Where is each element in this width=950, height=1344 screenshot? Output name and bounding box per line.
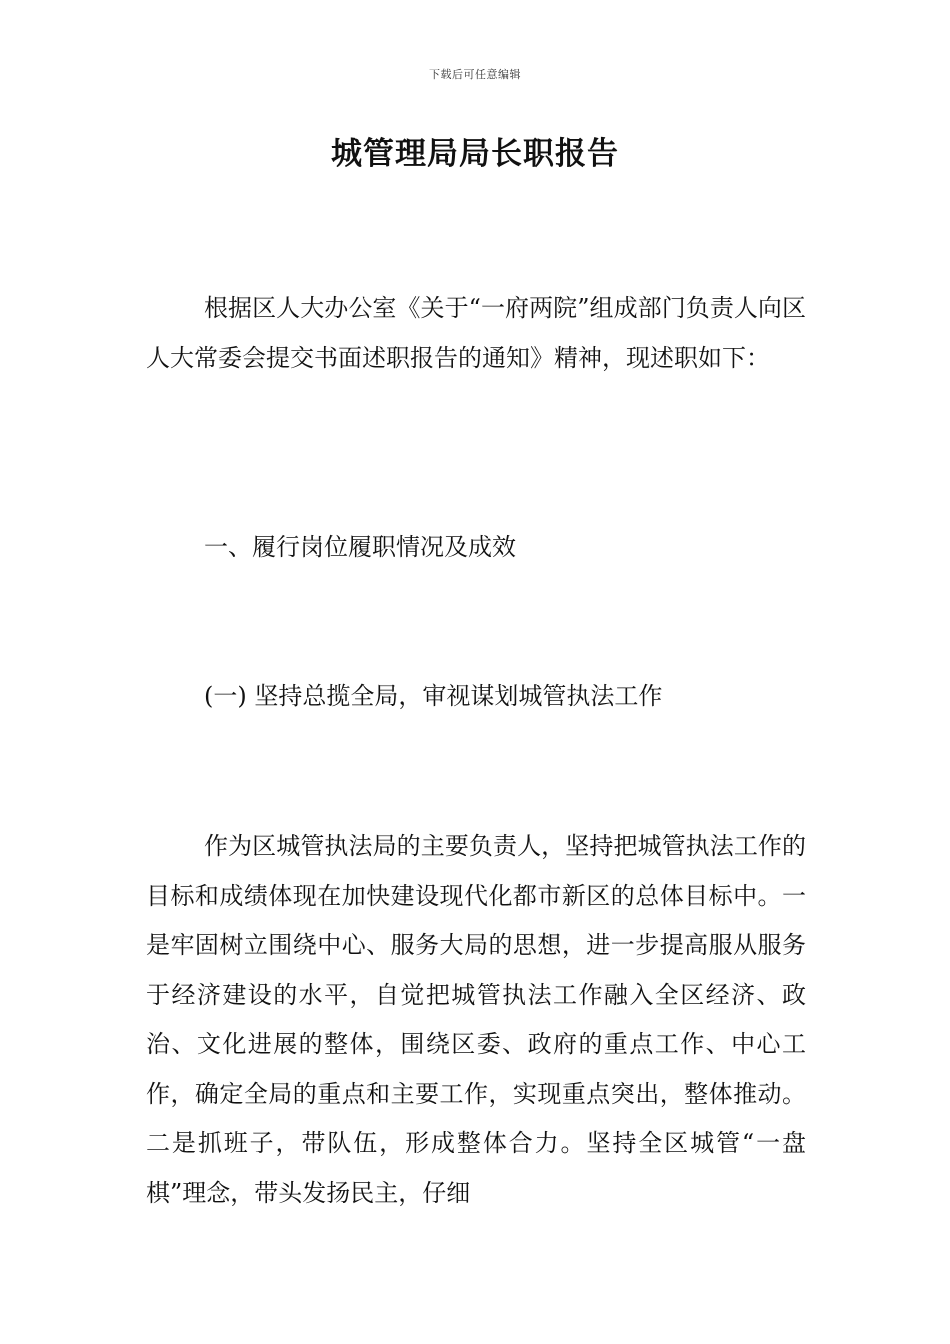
subsection-heading: (一) 坚持总揽全局，审视谋划城管执法工作 [204,682,663,710]
body-paragraph: 作为区城管执法局的主要负责人，坚持把城管执法工作的目标和成绩体现在加快建设现代化都市新区的总体目标中。一是牢固树立围绕中心、服务大局的思想，进一步提高服从服务于经济建设的水平，自觉把城管执法工作融入全区经济、政治、文化进展的整体，围绕区委、政府的重点工作、中心工作，确定全局的重点和主要工作，实现重点突出，整体推动。二是抓班子，带队伍，形成整体合力。坚持全区城管“一盘棋”理念，带头发扬民主，仔细 [146,832,806,1207]
document-title: 城管理局局长职报告 [331,136,619,172]
intro-paragraph: 根据区人大办公室《关于“一府两院”组成部门负责人向区人大常委会提交书面述职报告的通知》精神，现述职如下： [146,294,806,372]
section-heading: 一、履行岗位履职情况及成效 [204,533,516,561]
header-note: 下载后可任意编辑 [429,68,521,81]
